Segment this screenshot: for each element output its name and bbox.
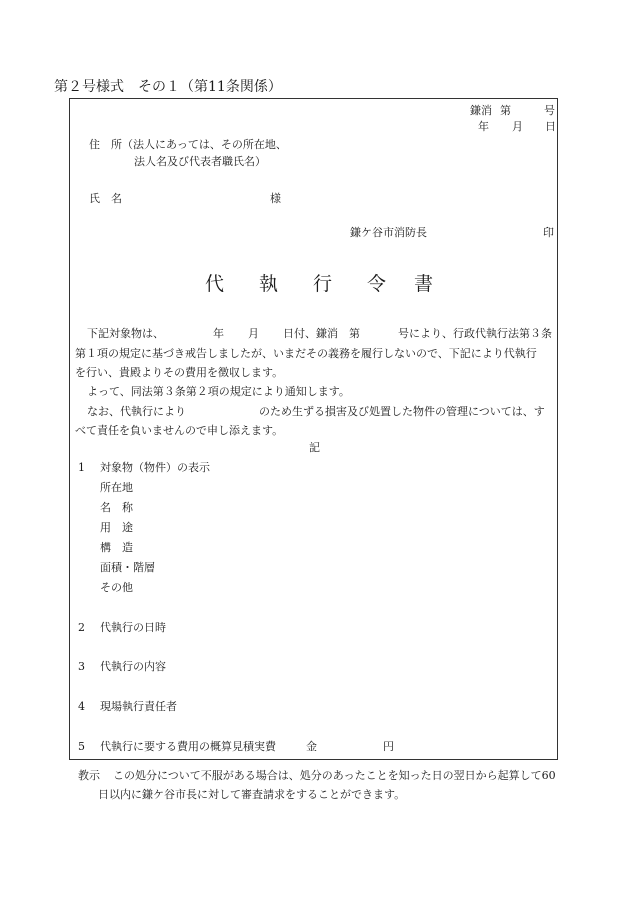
body-line5-b: のため生ずる損害及び処置した物件の管理については、す: [259, 405, 545, 418]
title-char: 令: [367, 273, 387, 295]
body-line1-year: 年: [213, 327, 224, 340]
honorific: 様: [270, 192, 281, 205]
document-title: [0, 273, 630, 297]
name-label: 氏 名: [89, 192, 122, 205]
title-char: 代: [205, 273, 225, 295]
date-day: 日: [545, 120, 556, 133]
title-char: 行: [313, 273, 333, 295]
item5-label: 代執行に要する費用の概算見積実費: [100, 740, 276, 753]
ref-go: 号: [544, 104, 555, 117]
item5-number: 5: [78, 740, 85, 753]
item1-sub: 用 途: [100, 521, 133, 534]
address-label-2: 法人名及び代表者職氏名）: [134, 155, 266, 168]
body-line3: を行い、貴殿よりその費用を徴収します。: [75, 366, 284, 379]
ref-prefix: 鎌消: [470, 104, 492, 117]
notice-line1: この処分について不服がある場合は、処分のあったことを知った日の翌日から起算して60: [113, 769, 556, 782]
item3-number: 3: [78, 660, 85, 673]
body-line4: よって、同法第３条第２項の規定により通知します。: [87, 385, 350, 398]
item1-sub: その他: [100, 581, 133, 594]
item1-sub: 名 称: [100, 501, 133, 514]
ki-label: 記: [309, 441, 320, 454]
item1-label: 対象物（物件）の表示: [100, 461, 210, 474]
ref-dai: 第: [500, 104, 511, 117]
body-line5-a: なお、代執行により: [87, 405, 186, 418]
item5-yen: 円: [383, 740, 394, 753]
notice-line2: 日以内に鎌ケ谷市長に対して審査請求をすることができます。: [98, 788, 406, 801]
body-line2: 第１項の規定に基づき戒告しましたが、いまだその義務を履行しないので、下記により代執行: [75, 347, 537, 360]
body-line1-day: 日付、鎌消 第: [283, 327, 360, 340]
form-label: 第２号様式 その１（第11条関係）: [54, 79, 282, 95]
title-char: 書: [414, 273, 434, 295]
item2-number: 2: [78, 621, 85, 634]
item1-sub: 所在地: [100, 481, 133, 494]
body-line6: べて責任を負いませんので申し添えます。: [75, 424, 284, 437]
body-line1-a: 下記対象物は、: [87, 327, 164, 340]
date-year: 年: [478, 120, 489, 133]
item1-sub: 面積・階層: [100, 561, 155, 574]
date-month: 月: [512, 120, 523, 133]
item3-label: 代執行の内容: [100, 660, 166, 673]
item5-kin: 金: [306, 740, 317, 753]
notice-label: 教示: [78, 769, 100, 782]
issuer-title: 鎌ケ谷市消防長: [350, 226, 427, 239]
body-line1-month: 月: [248, 327, 259, 340]
title-char: 執: [259, 273, 279, 295]
item4-number: 4: [78, 700, 85, 713]
item1-number: 1: [78, 461, 85, 474]
item4-label: 現場執行責任者: [100, 700, 177, 713]
issuer-seal: 印: [543, 226, 554, 239]
address-label: 住 所（法人にあっては、その所在地、: [89, 138, 287, 151]
item1-sub: 構 造: [100, 541, 133, 554]
item2-label: 代執行の日時: [100, 621, 166, 634]
body-line1-b: 号により、行政代執行法第３条: [398, 327, 552, 340]
